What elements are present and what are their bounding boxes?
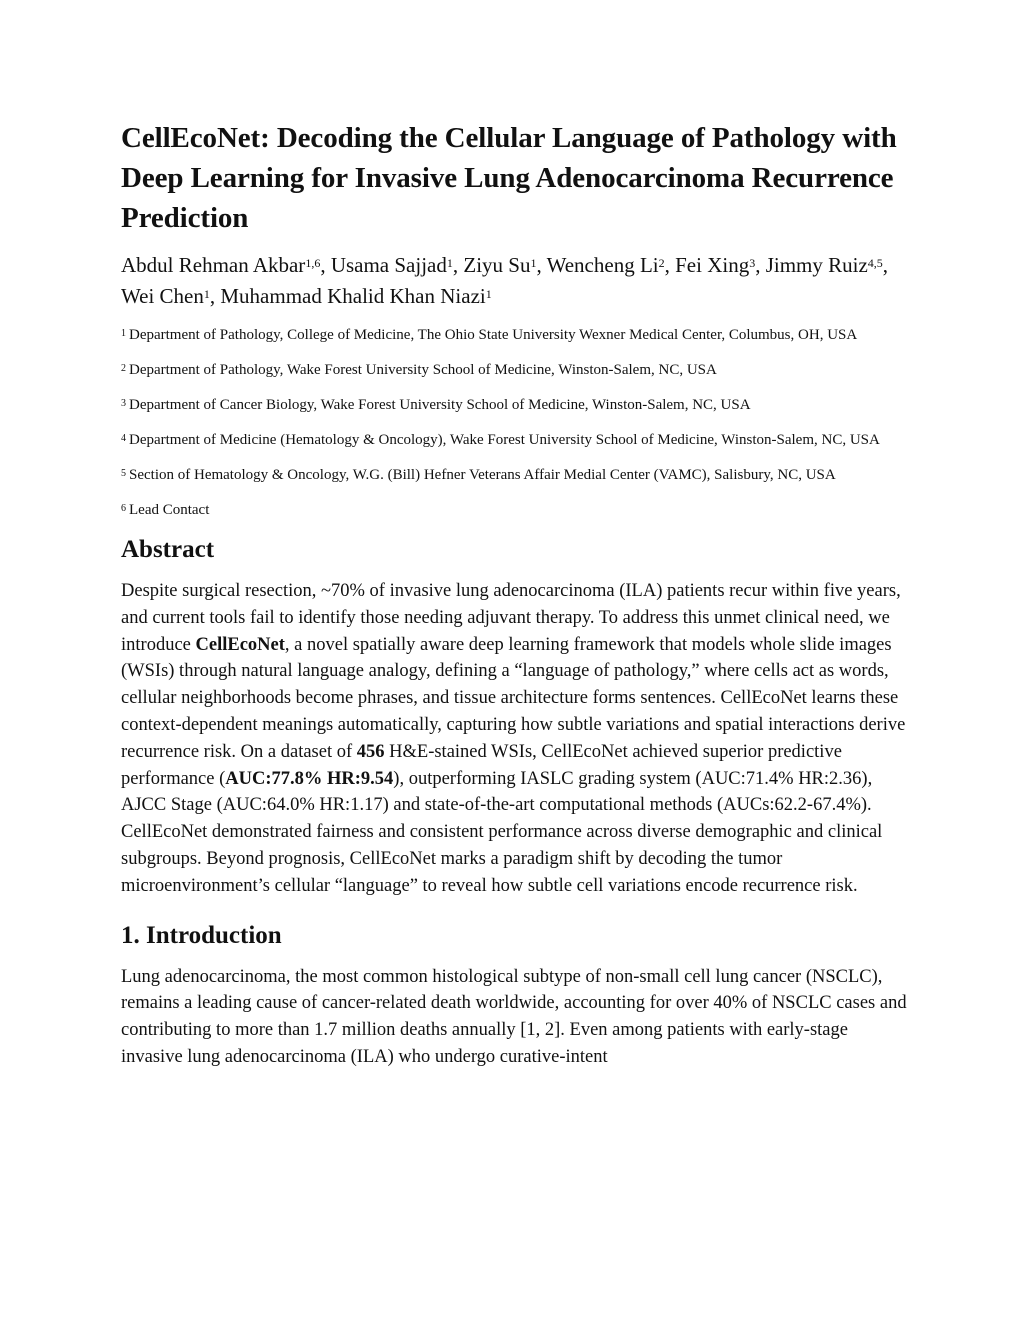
abstract-emphasis: AUC:77.8% HR:9.54 xyxy=(225,768,394,789)
affiliation-item xyxy=(121,394,911,416)
author-name: Wei Chen xyxy=(121,284,204,308)
affiliation-text: Department of Pathology, Wake Forest University School of Medicine, Winston-Salem, NC, USA xyxy=(129,362,717,378)
abstract-text xyxy=(121,578,911,900)
paper-page xyxy=(121,118,911,1071)
author-affiliation-marker: 4,5 xyxy=(867,256,883,270)
author-separator: , xyxy=(536,253,547,277)
affiliation-number: 1 xyxy=(121,328,126,339)
affiliation-number: 5 xyxy=(121,468,126,479)
abstract-run: H&E-stained WSIs, CellEcoNet achieved superior predictive performance ( xyxy=(121,741,842,789)
author-affiliation-marker: 1 xyxy=(203,287,210,301)
abstract-run: , a novel spatially aware deep learning framework that models whole slide images (WSIs) through natural language analogy, defining a “language of pathology,” where cells act as words, cellular neighborhoods become phrases, and tissue architecture forms sentences. CellEcoNet learns these context-dependent meanings automatically, capturing how subtle variations and spatial interactions derive recurrence risk. On a dataset of xyxy=(121,634,906,762)
author-list xyxy=(121,250,911,312)
author-affiliation-marker: 2 xyxy=(658,256,665,270)
affiliation-text: Department of Pathology, College of Medicine, The Ohio State University Wexner Medical Center, Columbus, OH, USA xyxy=(129,327,858,343)
author-affiliation-marker: 1 xyxy=(446,256,453,270)
affiliation-number: 3 xyxy=(121,398,126,409)
author-name: Ziyu Su xyxy=(463,253,531,277)
abstract-emphasis: 456 xyxy=(356,741,385,762)
author-affiliation-marker: 1 xyxy=(485,287,492,301)
affiliation-item xyxy=(121,359,911,381)
affiliation-text: Lead Contact xyxy=(129,502,210,518)
affiliation-item xyxy=(121,464,911,486)
affiliation-item xyxy=(121,429,911,451)
affiliation-number: 2 xyxy=(121,363,126,374)
author-name: Jimmy Ruiz xyxy=(765,253,868,277)
abstract-emphasis: CellEcoNet xyxy=(195,634,285,655)
affiliation-text: Department of Cancer Biology, Wake Forest University School of Medicine, Winston-Salem, NC, USA xyxy=(129,397,751,413)
affiliation-number: 6 xyxy=(121,503,126,514)
author-name: Usama Sajjad xyxy=(330,253,447,277)
author-affiliation-marker: 3 xyxy=(749,256,756,270)
author-name: Abdul Rehman Akbar xyxy=(121,253,306,277)
author-name: Wencheng Li xyxy=(546,253,659,277)
author-separator: , xyxy=(452,253,464,277)
author-separator: , xyxy=(320,253,331,277)
author-separator: , xyxy=(755,253,766,277)
abstract-run: ), outperforming IASLC grading system (AUC:71.4% HR:2.36), AJCC Stage (AUC:64.0% HR:1.17) and state-of-the-art computational methods (AUCs:62.2-67.4%). CellEcoNet demonstrated fairness and consistent performance across diverse demographic and clinical subgroups. Beyond prognosis, CellEcoNet marks a paradigm shift by decoding the tumor microenvironment’s cellular “language” to reveal how subtle cell variations encode recurrence risk. xyxy=(121,768,883,896)
affiliation-item xyxy=(121,499,911,521)
author-separator: , xyxy=(209,284,221,308)
abstract-run: Despite surgical resection, ~70% of invasive lung adenocarcinoma (ILA) patients recur within five years, and current tools fail to identify those needing adjuvant therapy. To address this unmet clinical need, we introduce xyxy=(121,581,901,655)
author-affiliation-marker: 1,6 xyxy=(305,256,321,270)
affiliation-text: Department of Medicine (Hematology & Oncology), Wake Forest University School of Medicine, Winston-Salem, NC, USA xyxy=(129,432,880,448)
introduction-heading: 1. Introduction xyxy=(121,921,282,949)
affiliation-number: 4 xyxy=(121,433,126,444)
introduction-text: Lung adenocarcinoma, the most common histological subtype of non-small cell lung cancer (NSCLC), remains a leading cause of cancer-related death worldwide, accounting for over 40% of NSCLC cases and contributing to more than 1.7 million deaths annually [1, 2]. Even among patients with early-stage invasive lung adenocarcinoma (ILA) who undergo curative-intent xyxy=(121,966,907,1067)
author-separator: , xyxy=(882,253,889,277)
author-name: Fei Xing xyxy=(675,253,750,277)
author-affiliation-marker: 1 xyxy=(530,256,537,270)
paper-title: CellEcoNet: Decoding the Cellular Language of Pathology with Deep Learning for Invasive Lung Adenocarcinoma Recurrence Prediction xyxy=(121,122,897,234)
affiliation-list xyxy=(121,324,911,521)
author-separator: , xyxy=(664,253,676,277)
affiliation-item xyxy=(121,324,911,346)
author-name: Muhammad Khalid Khan Niazi xyxy=(220,284,486,308)
affiliation-text: Section of Hematology & Oncology, W.G. (Bill) Hefner Veterans Affair Medial Center (VAMC), Salisbury, NC, USA xyxy=(129,467,836,483)
abstract-heading: Abstract xyxy=(121,536,215,563)
